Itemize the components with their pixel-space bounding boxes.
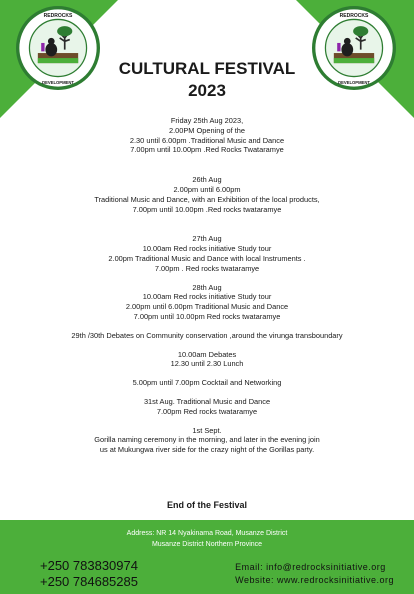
program-line: 28th Aug — [192, 282, 222, 292]
program-line: 10.00am Debates — [177, 349, 237, 359]
festival-title — [0, 58, 414, 102]
program-block — [0, 283, 414, 322]
program-line: 2.00PM Opening of the — [168, 125, 245, 135]
program-spacer — [0, 341, 414, 350]
program-line: us at Mukungwa river side for the crazy night of the Gorillas party. — [99, 445, 315, 455]
program-spacer — [0, 155, 414, 175]
program-spacer — [0, 214, 414, 234]
program-line: 7.00pm until 10.00pm .Red rocks twataramye — [132, 204, 282, 214]
footer-address — [0, 528, 414, 550]
program-spacer — [0, 388, 414, 397]
address-line-2: Musanze District Northern Province — [151, 541, 263, 548]
program-line: 7.00pm Red rocks twataramye — [156, 406, 258, 416]
email-address: Email: info@redrocksinitiative.org — [235, 562, 386, 572]
festival-year: 2023 — [188, 81, 226, 100]
program-block — [0, 234, 414, 273]
program-line: 26th Aug — [192, 175, 222, 185]
program-spacer — [0, 274, 414, 283]
program-line: 2.00pm until 6.00pm Traditional Music and Dance — [125, 302, 289, 312]
program-line: 2.00pm Traditional Music and Dance with local Instruments . — [108, 253, 306, 263]
phone-number-1: +250 783830974 — [40, 558, 138, 573]
program-line: Traditional Music and Dance, with an Exhibition of the local products, — [94, 194, 320, 204]
phone-number-2: +250 784685285 — [40, 574, 138, 589]
program-block — [0, 426, 414, 455]
phone-numbers — [40, 558, 138, 590]
festival-title-line1: CULTURAL FESTIVAL — [118, 59, 296, 78]
svg-text:REDROCKS: REDROCKS — [43, 12, 73, 19]
program-line: 5.00pm until 7.00pm Cocktail and Networking — [132, 378, 282, 388]
program-line: 7.00pm . Red rocks twataramye — [154, 263, 260, 273]
program-line: Gorilla naming ceremony in the morning, and later in the evening join — [94, 435, 320, 445]
program-block — [0, 116, 414, 155]
program-line: 2.30 until 6.00pm .Traditional Music and Dance — [129, 135, 285, 145]
program-block — [0, 350, 414, 370]
website-address: Website: www.redrocksinitiative.org — [235, 575, 394, 585]
program-line: 1st Sept. — [192, 425, 222, 435]
online-contacts — [235, 561, 394, 587]
festival-program — [0, 116, 414, 455]
svg-text:DEVELOPMENT: DEVELOPMENT — [42, 80, 74, 86]
program-line: 31st Aug. Traditional Music and Dance — [143, 396, 271, 406]
program-spacer — [0, 417, 414, 426]
svg-text:REDROCKS: REDROCKS — [339, 12, 369, 19]
program-spacer — [0, 322, 414, 331]
program-block — [0, 378, 414, 388]
program-line: 7.00pm until 10.00pm .Red Rocks Twataramye — [130, 145, 284, 155]
program-line: 2.00pm until 6.00pm — [173, 184, 241, 194]
program-line: 10.00am Red rocks initiative Study tour — [142, 292, 272, 302]
end-of-festival-heading: End of the Festival — [166, 500, 247, 510]
program-line: Friday 25th Aug 2023, — [170, 116, 244, 125]
program-line: 10.00am Red rocks initiative Study tour — [142, 244, 272, 254]
program-line: 7.00pm until 10.00pm Red rocks twataramye — [133, 311, 281, 321]
program-line: 29th /30th Debates on Community conservation ,around the virunga transboundary — [71, 330, 343, 340]
program-block — [0, 175, 414, 214]
address-line-1: Address: NR 14 Nyakinama Road, Musanze District — [126, 530, 288, 537]
program-block — [0, 331, 414, 341]
program-block — [0, 397, 414, 417]
svg-text:DEVELOPMENT: DEVELOPMENT — [338, 80, 370, 86]
program-spacer — [0, 369, 414, 378]
program-line: 27th Aug — [192, 234, 222, 244]
program-line: 12.30 until 2.30 Lunch — [170, 359, 244, 369]
footer-contact-bar — [0, 520, 414, 594]
